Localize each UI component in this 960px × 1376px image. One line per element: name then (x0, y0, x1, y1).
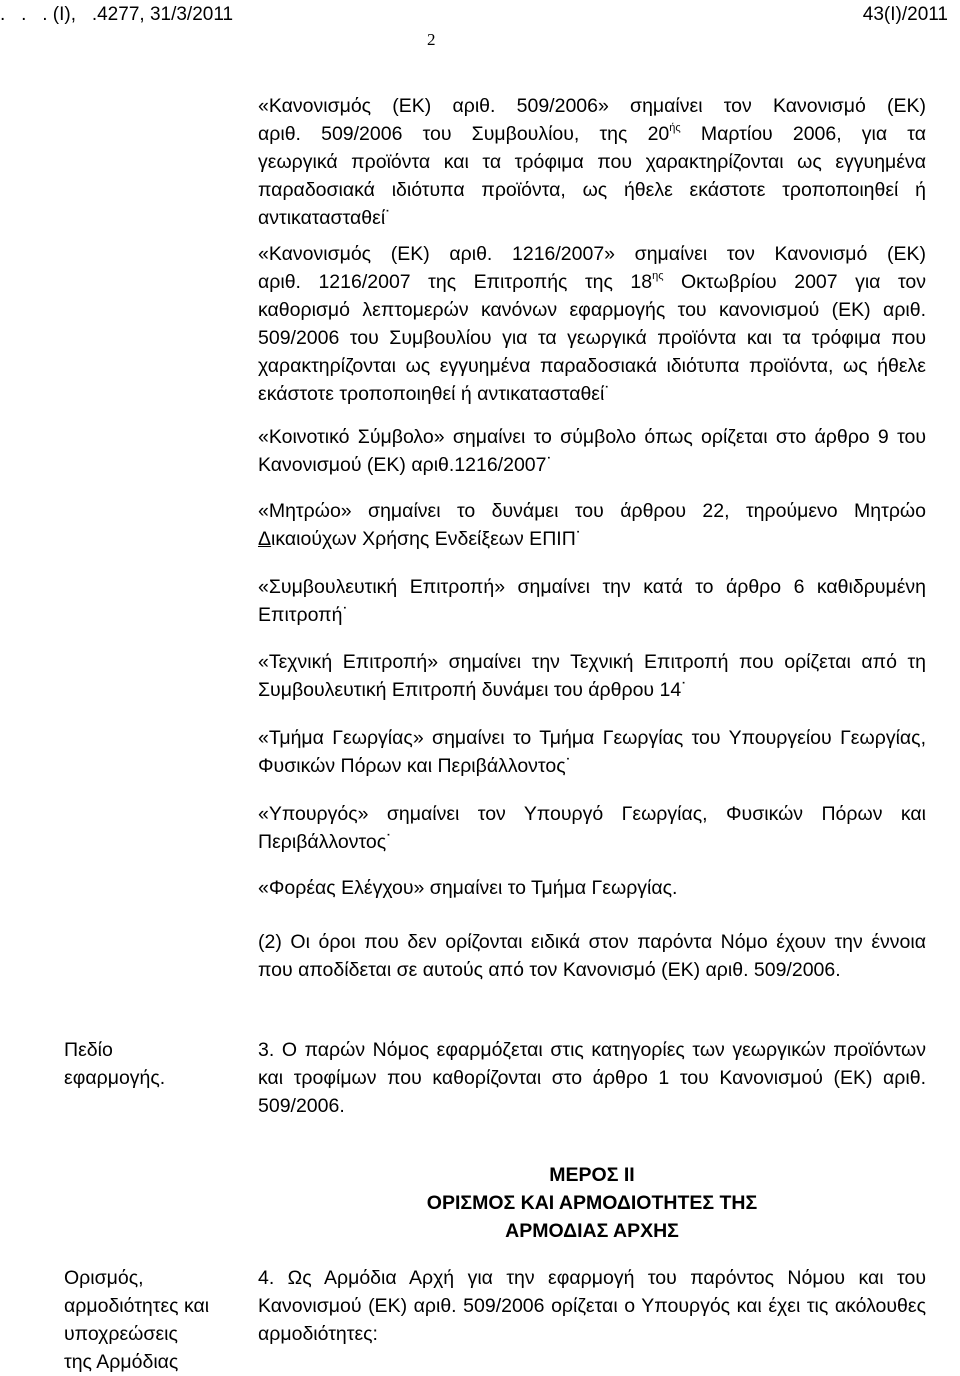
margin-note-article-4 (64, 1264, 244, 1376)
margin-note-line: Ορισμός, (64, 1267, 144, 1289)
definition-community-symbol: «Κοινοτικό Σύμβολο» σημαίνει το σύμβολο όπως ορίζεται στο άρθρο 9 του Κανονισμού (ΕΚ) αριθ.1216/2007˙ (258, 426, 926, 476)
definition-text: «Μητρώο» σημαίνει το δυνάμει του άρθρου 22, τηρούμενο Μητρώο (258, 500, 926, 522)
definition-technical-committee: «Τεχνική Επιτροπή» σημαίνει την Τεχνική Επιτροπή που ορίζεται από τη Συμβουλευτική Επιτροπή δυνάμει του άρθρου 14˙ (258, 651, 926, 701)
part-heading (258, 1161, 926, 1245)
header-left: . . . (Ι), .4277, 31/3/2011 (0, 4, 234, 25)
part-subtitle-line: ΑΡΜΟΔΙΑΣ ΑΡΧΗΣ (505, 1220, 679, 1242)
underlined-letter: Δ (258, 528, 272, 550)
definition-text: Μαρτίου 2006, για τα (680, 123, 926, 145)
definition-line: «Κανονισμός (ΕΚ) αριθ. 1216/2007» σημαίνει τον Κανονισμό (ΕΚ) (258, 243, 926, 265)
definition-text: γεωργικά προϊόντα και τα τρόφιμα που χαρακτηρίζονται ως εγγυημένα παραδοσιακά ιδιότυπα προϊόντα, ως ήθελε εκάστοτε τροποποιηθεί ή αντικατασταθεί˙ (258, 151, 926, 229)
page-number: 2 (427, 30, 436, 49)
definition-text: αριθ. 1216/2007 της Επιτροπής της 18 (258, 271, 653, 293)
superscript: ης (652, 270, 664, 282)
definition-line (258, 268, 926, 296)
definition-minister: «Υπουργός» σημαίνει τον Υπουργό Γεωργίας, Φυσικών Πόρων και Περιβάλλοντος˙ (258, 803, 926, 853)
section-3-scope: 3. Ο παρών Νόμος εφαρμόζεται στις κατηγορίες των γεωργικών προϊόντων και τροφίμων που καθορίζονται στο άρθρο 1 του Κανονισμού (ΕΚ) αριθ. 509/2006. (258, 1039, 926, 1117)
margin-note-line: της Αρμόδιας (64, 1351, 179, 1373)
definition-register (258, 497, 926, 553)
definition-agriculture-department: «Τμήμα Γεωργίας» σημαίνει το Τμήμα Γεωργίας του Υπουργείου Γεωργίας, Φυσικών Πόρων και Περιβάλλοντος˙ (258, 727, 926, 777)
header-right: 43(Ι)/2011 (862, 4, 948, 25)
definition-text: καθορισμό λεπτομερών κανόνων εφαρμογής του κανονισμού (ΕΚ) αριθ. 509/2006 του Συμβουλίου για τα γεωργικά προϊόντα και τα τρόφιμα που χαρακτηρίζονται ως εγγυημένα παραδοσιακά ιδιότυπα προϊόντα, ως ήθελε εκάστοτε τροποποιηθεί ή αντικατασταθεί˙ (258, 299, 926, 405)
part-subtitle-line: ΟΡΙΣΜΟΣ ΚΑΙ ΑΡΜΟΔΙΟΤΗΤΕΣ ΤΗΣ (426, 1192, 758, 1214)
paragraph-terms: (2) Οι όροι που δεν ορίζονται ειδικά στον παρόντα Νόμο έχουν την έννοια που αποδίδεται σε αυτούς από τον Κανονισμό (ΕΚ) αριθ. 509/2006. (258, 931, 926, 981)
margin-note-line: υποχρεώσεις (64, 1323, 178, 1345)
definition-regulation-509 (258, 92, 926, 232)
definition-regulation-1216 (258, 240, 926, 408)
definition-control-body: «Φορέας Ελέγχου» σημαίνει το Τμήμα Γεωργίας. (258, 877, 678, 899)
definition-text: Οκτωβρίου 2007 για τον (663, 271, 926, 293)
definition-text: αριθ. 509/2006 του Συμβουλίου, της 20 (258, 123, 670, 145)
section-4-authority: 4. Ως Αρμόδια Αρχή για την εφαρμογή του παρόντος Νόμου και του Κανονισμού (ΕΚ) αριθ. 509/2006 ορίζεται ο Υπουργός και έχει τις ακόλουθες αρμοδιότητες: (258, 1267, 926, 1345)
margin-note-line: εφαρμογής. (64, 1067, 166, 1089)
part-title: ΜΕΡΟΣ ΙΙ (549, 1164, 635, 1186)
margin-note-scope (64, 1036, 244, 1092)
margin-note-line: Πεδίο (64, 1039, 113, 1061)
definition-advisory-committee: «Συμβουλευτική Επιτροπή» σημαίνει την κατά το άρθρο 6 καθιδρυμένη Επιτροπή˙ (258, 576, 926, 626)
margin-note-line: αρμοδιότητες και (64, 1295, 210, 1317)
definition-text: ικαιούχων Χρήσης Ενδείξεων ΕΠΙΠ˙ (271, 528, 583, 550)
definition-line (258, 120, 926, 148)
superscript: ής (669, 122, 681, 134)
definition-line: «Κανονισμός (ΕΚ) αριθ. 509/2006» σημαίνει τον Κανονισμό (ΕΚ) (258, 95, 926, 117)
